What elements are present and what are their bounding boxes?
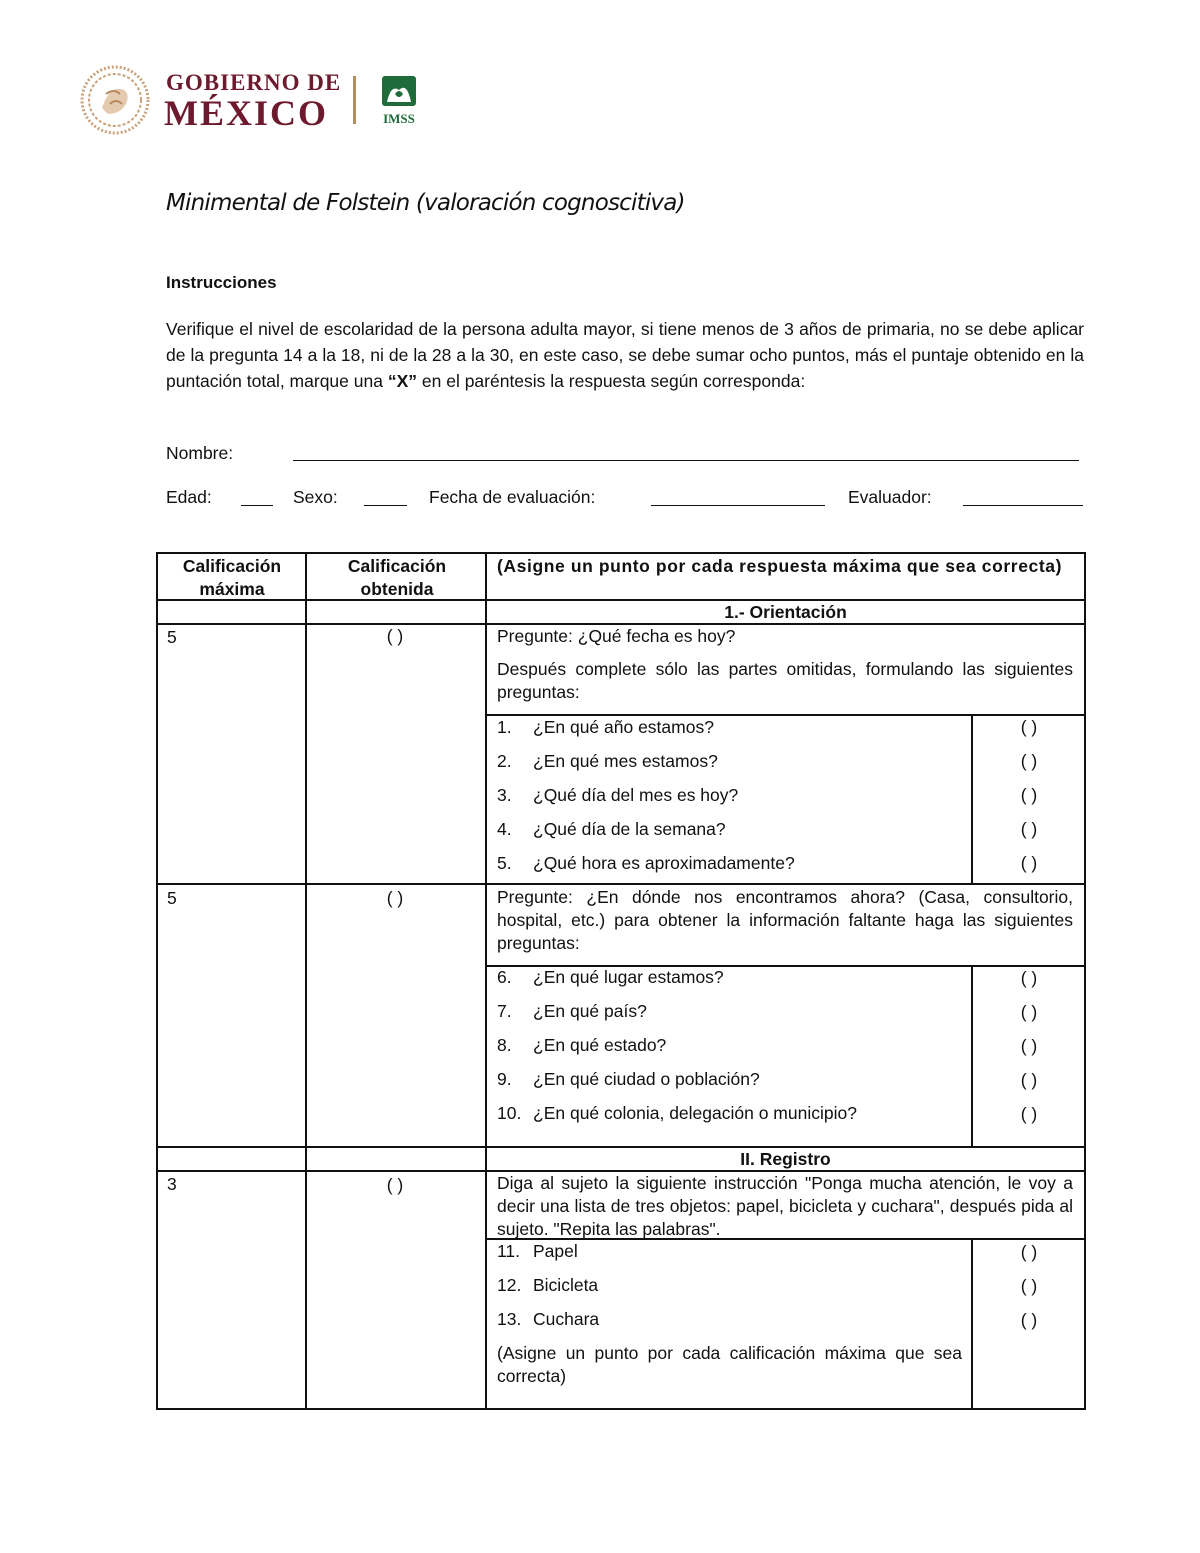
question-5 — [497, 852, 795, 875]
question-9-text: ¿En qué ciudad o población? — [533, 1069, 760, 1089]
answer-9[interactable]: ( ) — [1020, 1070, 1038, 1090]
question-10 — [497, 1102, 857, 1125]
instructions-text-part1: Verifique el nivel de escolaridad de la persona adulta mayor, si tiene menos de 3 años de primaria, no se debe aplicar de la pregunta 14 a la 18, ni de la 28 a la 30, en este caso, se debe sumar ocho puntos, más el puntaje obtenido en la puntación total, marque una — [166, 319, 1084, 391]
question-9 — [497, 1068, 760, 1091]
obtained-score-block2[interactable]: ( ) — [386, 888, 404, 908]
answer-11[interactable]: ( ) — [1020, 1242, 1038, 1262]
question-4 — [497, 818, 726, 841]
name-label: Nombre: — [166, 443, 234, 463]
question-3-number: 3. — [497, 785, 512, 805]
instructions-mark: “X” — [387, 371, 418, 391]
age-label: Edad: — [166, 487, 212, 507]
question-2-number: 2. — [497, 751, 512, 771]
question-4-text: ¿Qué día de la semana? — [533, 819, 726, 839]
assessment-table — [156, 552, 1086, 1410]
answer-8[interactable]: ( ) — [1020, 1036, 1038, 1056]
evaluator-label: Evaluador: — [848, 487, 932, 507]
block1-prompt: Pregunte: ¿Qué fecha es hoy? — [497, 626, 736, 646]
row-line-block2 — [156, 883, 1086, 885]
answer-3[interactable]: ( ) — [1020, 785, 1038, 805]
block3-note: (Asigne un punto por cada calificación máxima que sea correcta) — [497, 1343, 962, 1386]
answer-2[interactable]: ( ) — [1020, 751, 1038, 771]
question-10-number: 10. — [497, 1103, 522, 1123]
question-8-text: ¿En qué estado? — [533, 1035, 667, 1055]
answer-5[interactable]: ( ) — [1020, 853, 1038, 873]
answer-13[interactable]: ( ) — [1020, 1310, 1038, 1330]
max-score-block2: 5 — [167, 888, 177, 908]
imss-logo — [377, 74, 421, 126]
question-1 — [497, 716, 714, 739]
question-12 — [497, 1274, 598, 1297]
question-7-number: 7. — [497, 1001, 512, 1021]
sex-label: Sexo: — [293, 487, 338, 507]
question-7-text: ¿En qué país? — [533, 1001, 647, 1021]
question-4-number: 4. — [497, 819, 512, 839]
question-2-text: ¿En qué mes estamos? — [533, 751, 718, 771]
table-border-top — [156, 552, 1086, 554]
table-border-right — [1084, 552, 1086, 1410]
page-title: Minimental de Folstein (valoración cognoscitiva) — [166, 190, 685, 216]
question-3 — [497, 784, 738, 807]
instructions-text — [166, 316, 1084, 394]
question-13 — [497, 1308, 599, 1331]
question-6-text: ¿En qué lugar estamos? — [533, 967, 724, 987]
obtained-score-block3[interactable]: ( ) — [386, 1175, 404, 1195]
question-11-text: Papel — [533, 1241, 578, 1261]
question-7 — [497, 1000, 647, 1023]
question-11 — [497, 1240, 578, 1263]
question-12-number: 12. — [497, 1275, 522, 1295]
question-3-text: ¿Qué día del mes es hoy? — [533, 785, 739, 805]
block1-prompt2: Después complete sólo las partes omitidas, formulando las siguientes preguntas: — [497, 659, 1073, 702]
question-6 — [497, 966, 724, 989]
answer-4[interactable]: ( ) — [1020, 819, 1038, 839]
col-divider-2 — [485, 552, 487, 1410]
answer-10[interactable]: ( ) — [1020, 1104, 1038, 1124]
block3-prompt: Diga al sujeto la siguiente instrucción "Ponga mucha atención, le voy a decir una lista de tres objetos: papel, bicicleta y cuchara", después pida al sujeto. "Repita las palabras". — [497, 1173, 1073, 1239]
instructions-heading: Instrucciones — [166, 273, 277, 292]
obtained-score-block1[interactable]: ( ) — [386, 626, 404, 646]
section-title-orientation: 1.- Orientación — [724, 602, 847, 622]
answer-6[interactable]: ( ) — [1020, 968, 1038, 988]
max-score-block3: 3 — [167, 1174, 177, 1194]
question-13-text: Cuchara — [533, 1309, 600, 1329]
question-10-text: ¿En qué colonia, delegación o municipio? — [533, 1103, 857, 1123]
answer-12[interactable]: ( ) — [1020, 1276, 1038, 1296]
question-1-number: 1. — [497, 717, 512, 737]
question-5-text: ¿Qué hora es aproximadamente? — [533, 853, 795, 873]
question-13-number: 13. — [497, 1309, 522, 1329]
government-line1: GOBIERNO DE — [166, 70, 342, 95]
date-field[interactable] — [651, 505, 825, 506]
government-line2: MÉXICO — [164, 93, 328, 133]
date-label: Fecha de evaluación: — [429, 487, 596, 507]
col-divider-1 — [305, 552, 307, 1410]
question-2 — [497, 750, 718, 773]
age-field[interactable] — [241, 505, 273, 506]
imss-logo-text: IMSS — [383, 111, 415, 126]
answer-1[interactable]: ( ) — [1020, 717, 1038, 737]
question-9-number: 9. — [497, 1069, 512, 1089]
question-11-number: 11. — [497, 1241, 521, 1261]
question-6-number: 6. — [497, 967, 512, 987]
max-score-block1: 5 — [167, 627, 177, 647]
section-title-registro: II. Registro — [740, 1149, 831, 1169]
table-border-bottom — [156, 1408, 1086, 1410]
mexico-coat-of-arms-seal — [80, 64, 150, 136]
table-border-left — [156, 552, 158, 1410]
instructions-text-part2: en el paréntesis la respuesta según corresponda: — [417, 371, 806, 391]
question-8-number: 8. — [497, 1035, 512, 1055]
question-12-text: Bicicleta — [533, 1275, 599, 1295]
evaluator-field[interactable] — [963, 505, 1083, 506]
sex-field[interactable] — [364, 505, 407, 506]
answer-7[interactable]: ( ) — [1020, 1002, 1038, 1022]
header-obtained-score: Calificación obtenida — [347, 556, 447, 599]
question-8 — [497, 1034, 666, 1057]
name-field[interactable] — [293, 460, 1079, 461]
sub-col-divider-1 — [971, 714, 973, 884]
question-5-number: 5. — [497, 853, 512, 873]
question-1-text: ¿En qué año estamos? — [533, 717, 714, 737]
sub-col-divider-3 — [971, 1239, 973, 1410]
block2-prompt: Pregunte: ¿En dónde nos encontramos ahora? (Casa, consultorio, hospital, etc.) para obtener la información faltante haga las siguientes preguntas: — [497, 887, 1073, 953]
header-instructions: (Asigne un punto por cada respuesta máxima que sea correcta) — [497, 556, 1063, 576]
sub-col-divider-2 — [971, 966, 973, 1147]
header-max-score: Calificación máxima — [182, 556, 282, 599]
header-divider — [353, 76, 356, 124]
